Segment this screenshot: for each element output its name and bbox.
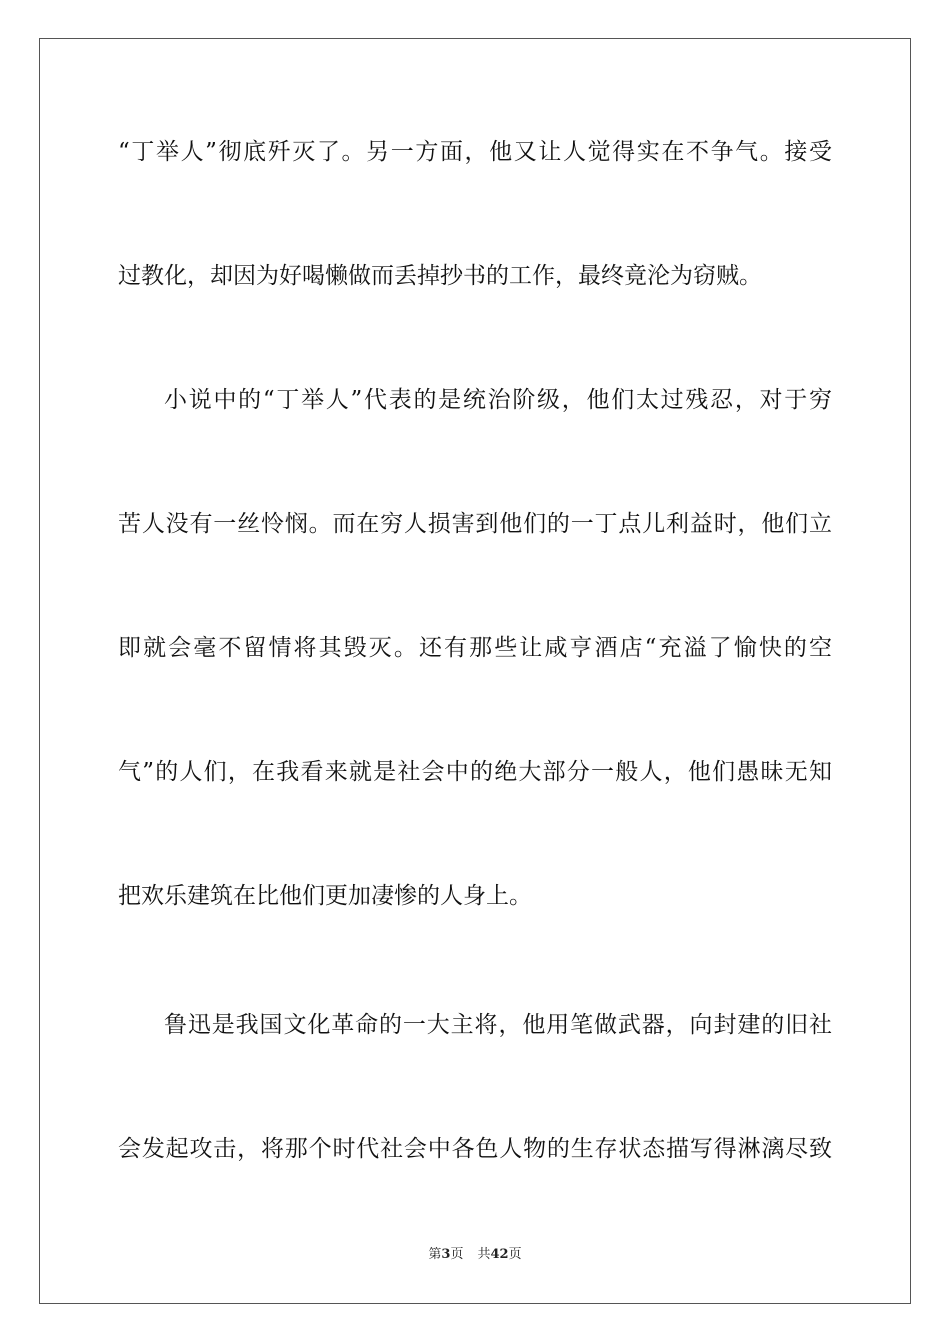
text-line-2: 过教化，却因为好喝懒做而丢掉抄书的工作，最终竟沦为窃贼。 <box>118 263 762 289</box>
page-suffix: 页 <box>450 1247 464 1262</box>
page-border <box>39 38 911 1304</box>
text-line-3: 小说中的“丁举人”代表的是统治阶级，他们太过残忍，对于穷 <box>164 387 832 413</box>
page-prefix: 第 <box>428 1247 442 1262</box>
page-current: 3 <box>441 1247 451 1262</box>
text-line-1: “丁举人”彻底歼灭了。另一方面，他又让人觉得实在不争气。接受 <box>118 139 832 165</box>
text-line-7: 把欢乐建筑在比他们更加凄惨的人身上。 <box>118 883 532 909</box>
total-suffix: 页 <box>508 1247 522 1262</box>
total-prefix: 共 <box>477 1247 491 1262</box>
text-line-8: 鲁迅是我国文化革命的一大主将，他用笔做武器，向封建的旧社 <box>164 1012 832 1038</box>
text-line-6: 气”的人们，在我看来就是社会中的绝大部分一般人，他们愚昧无知 <box>118 759 832 785</box>
text-line-5: 即就会毫不留情将其毁灭。还有那些让咸亨酒店“充溢了愉快的空 <box>118 635 832 661</box>
page-footer <box>0 1246 950 1264</box>
page-total: 42 <box>490 1247 509 1262</box>
text-line-9: 会发起攻击，将那个时代社会中各色人物的生存状态描写得淋漓尽致 <box>118 1136 832 1162</box>
text-line-4: 苦人没有一丝怜悯。而在穷人损害到他们的一丁点儿利益时，他们立 <box>118 511 832 537</box>
